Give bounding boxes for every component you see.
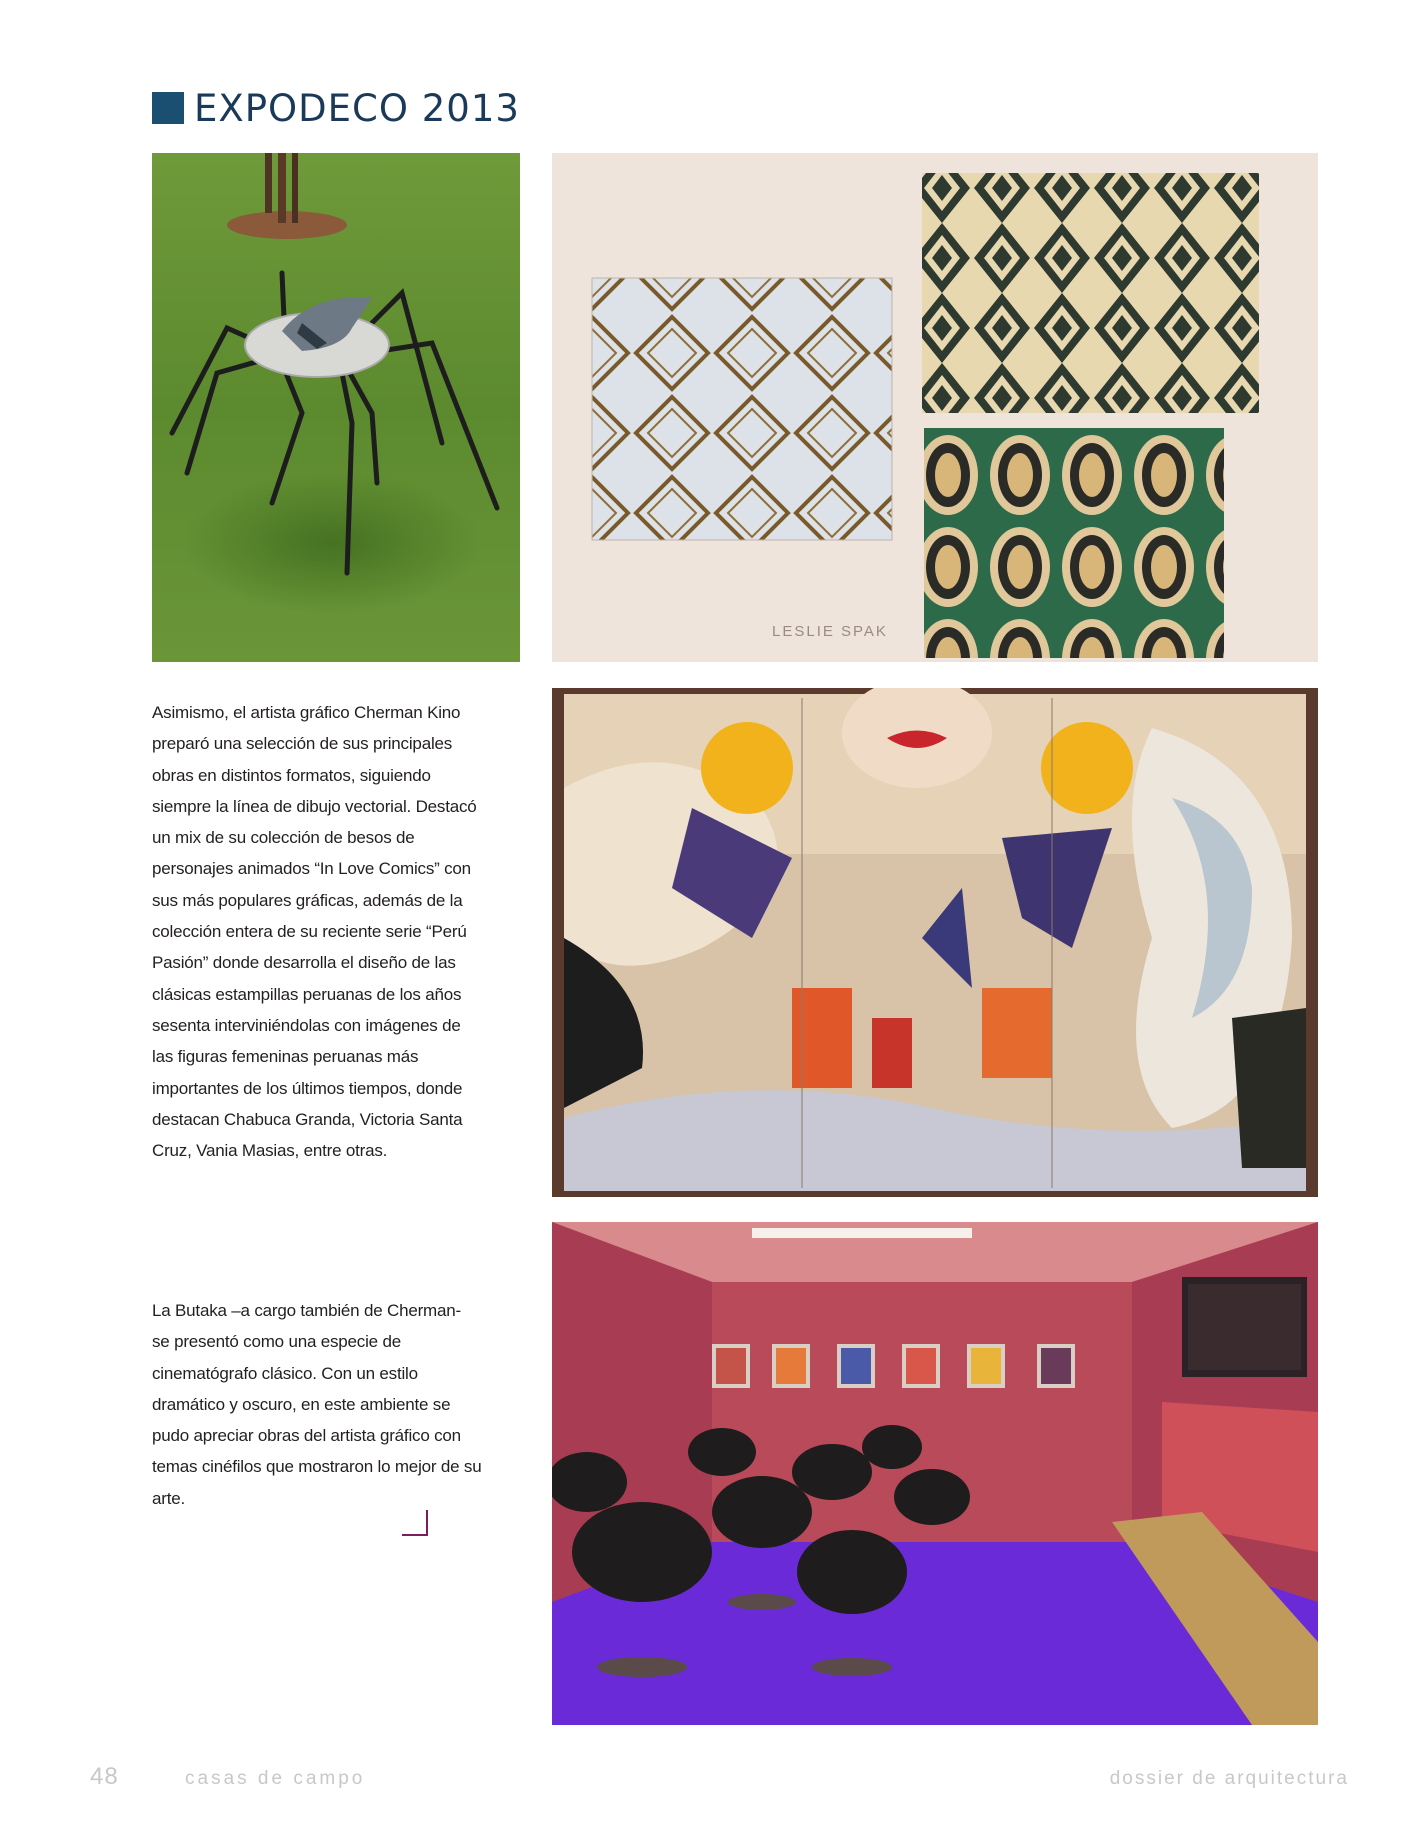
- leslie-spak-panels-photo: [552, 153, 1318, 662]
- article-paragraph-2: La Butaka –a cargo también de Cherman- se presentó como una especie de cinematógrafo clásico. Con un estilo dramático y oscuro, en este ambiente se pudo apreciar obras del artista gráfico con temas cinéfilos que mostraron lo mejor de su arte.: [152, 1301, 482, 1508]
- mural-artwork-photo: [552, 688, 1318, 1197]
- end-of-article-mark: [402, 1510, 428, 1536]
- article-paragraph-1: Asimismo, el artista gráfico Cherman Kino preparó una selección de sus principales obras en distintos formatos, siguiendo siempre la línea de dibujo vectorial. Destacó un mix de su colección de besos de personajes animados “In Love Comics” con sus más populares gráficas, además de la colección entera de su reciente serie “Perú Pasión” donde desarrolla el diseño de las clásicas estampillas peruanas de los años sesenta interviniéndolas con imágenes de las figuras femeninas peruanas más importantes de los últimos tiempos, donde destacan Chabuca Granda, Victoria Santa Cruz, Vania Masias, entre otras.: [152, 703, 477, 1161]
- page-number: 48: [90, 1763, 119, 1790]
- spider-sculpture-photo: [152, 153, 520, 662]
- publication-name: casas de campo: [185, 1768, 366, 1789]
- page-header: [152, 88, 520, 128]
- header-square-icon: [152, 92, 184, 124]
- page-title: EXPODECO 2013: [194, 86, 520, 130]
- section-name: dossier de arquitectura: [1109, 1768, 1349, 1789]
- butaka-room-photo: [552, 1222, 1318, 1725]
- photo-credit-caption: LESLIE SPAK: [772, 623, 888, 640]
